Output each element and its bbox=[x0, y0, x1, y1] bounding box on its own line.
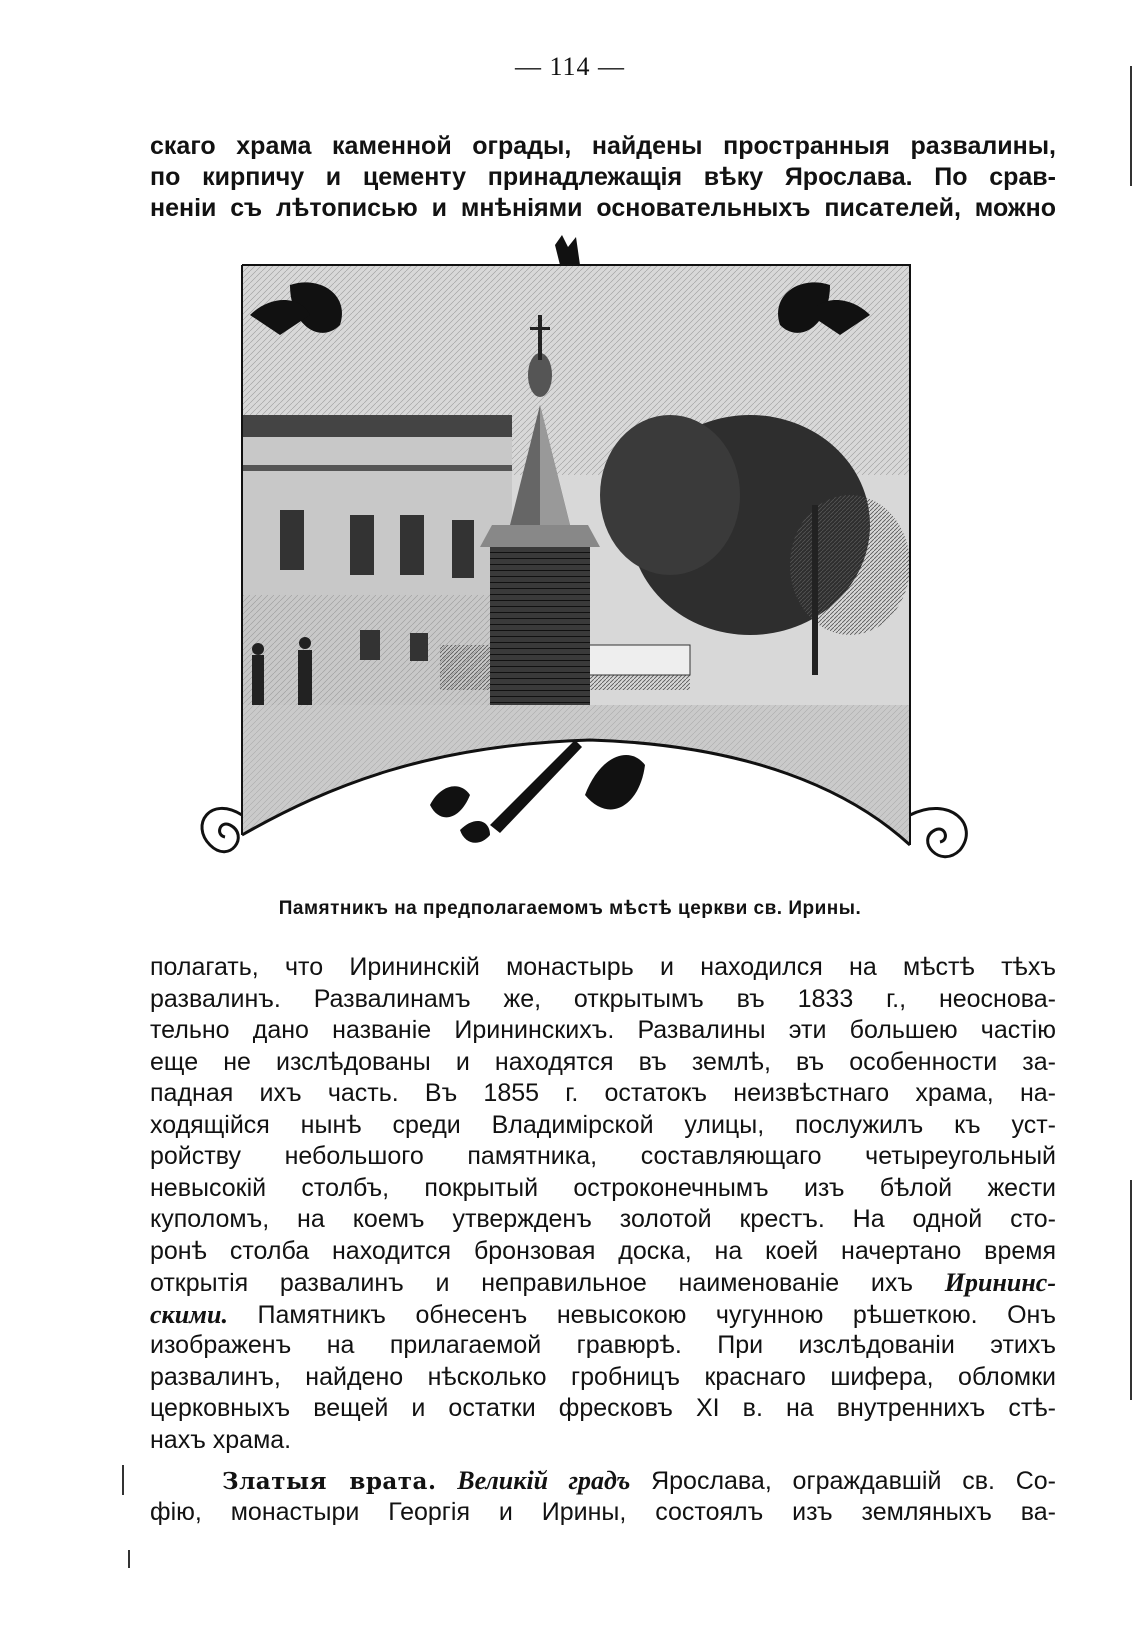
scan-margin-mark bbox=[1130, 66, 1132, 186]
text-line: полагать, что Ирининскій монастырь и находился на мѣстѣ тѣхъ bbox=[150, 953, 1056, 981]
top-paragraph bbox=[150, 131, 1056, 224]
scan-margin-mark bbox=[1130, 1180, 1132, 1400]
text-segment: открытія развалинъ и неправильное наименованіе ихъ bbox=[150, 1269, 914, 1297]
body-paragraph bbox=[150, 952, 1056, 1456]
section-heading: Златыя врата. bbox=[222, 1468, 437, 1495]
text-line: фію, монастыри Георгія и Ирины, состоялъ изъ земляныхъ ва- bbox=[150, 1497, 1056, 1526]
text-line: изображенъ на прилагаемой гравюрѣ. При изслѣдованіи этихъ bbox=[150, 1331, 1056, 1359]
text-segment: Ярослава, ограждавшій св. Со- bbox=[651, 1467, 1056, 1495]
text-line: ройству небольшого памятника, составляющаго четыреугольный bbox=[150, 1142, 1056, 1170]
monument-engraving-illustration bbox=[190, 235, 1020, 890]
text-line: тельно дано названіе Ирининскихъ. Развалины эти большею частію bbox=[150, 1016, 1056, 1044]
text-line: скаго храма каменной ограды, найдены пространныя развалины, bbox=[150, 132, 1056, 160]
italic-term: скими. bbox=[150, 1299, 228, 1329]
text-line: неніи съ лѣтописью и мнѣніями основательныхъ писателей, можно bbox=[150, 194, 1056, 222]
next-paragraph bbox=[150, 1465, 1056, 1528]
text-line-with-italic bbox=[150, 1267, 1056, 1299]
text-line: падная ихъ часть. Въ 1855 г. остатокъ неизвѣстнаго храма, на- bbox=[150, 1079, 1056, 1107]
paragraph-first-line bbox=[150, 1465, 1056, 1497]
figure-caption: Памятникъ на предполагаемомъ мѣстѣ церкви св. Ирины. bbox=[278, 898, 862, 919]
text-line: ронѣ столба находится бронзовая доска, на коей начертано время bbox=[150, 1236, 1056, 1265]
text-line: по кирпичу и цементу принадлежащія вѣку Ярослава. По срав- bbox=[150, 163, 1056, 191]
italic-term: Ирининс- bbox=[944, 1268, 1056, 1297]
text-line: невысокій столбъ, покрытый остроконечнымъ изъ бѣлой жести bbox=[150, 1173, 1056, 1202]
scan-margin-mark bbox=[122, 1465, 124, 1495]
page-number: — 114 — bbox=[514, 52, 626, 81]
text-segment: Памятникъ обнесенъ невысокою чугунною рѣшеткою. Онъ bbox=[257, 1300, 1056, 1329]
text-line-with-italic bbox=[150, 1299, 1056, 1331]
text-line: куполомъ, на коемъ утвержденъ золотой крестъ. На одной сто- bbox=[150, 1205, 1056, 1233]
text-line: церковныхъ вещей и остатки фресковъ XI в. на внутреннихъ стѣ- bbox=[150, 1394, 1056, 1422]
text-line: еще не изслѣдованы и находятся въ землѣ, въ особенности за- bbox=[150, 1047, 1056, 1076]
text-line: развалинъ. Развалинамъ же, открытымъ въ 1833 г., неоснова- bbox=[150, 984, 1056, 1013]
engraving-figure bbox=[190, 235, 1020, 890]
text-line: развалинъ, найдено нѣсколько гробницъ краснаго шифера, обломки bbox=[150, 1362, 1056, 1391]
italic-term: Великій градъ bbox=[457, 1466, 631, 1495]
text-line: нахъ храма. bbox=[150, 1425, 292, 1454]
text-line: ходящійся нынѣ среди Владимірской улицы, послужилъ къ уст- bbox=[150, 1110, 1056, 1139]
scan-margin-mark bbox=[128, 1550, 130, 1568]
